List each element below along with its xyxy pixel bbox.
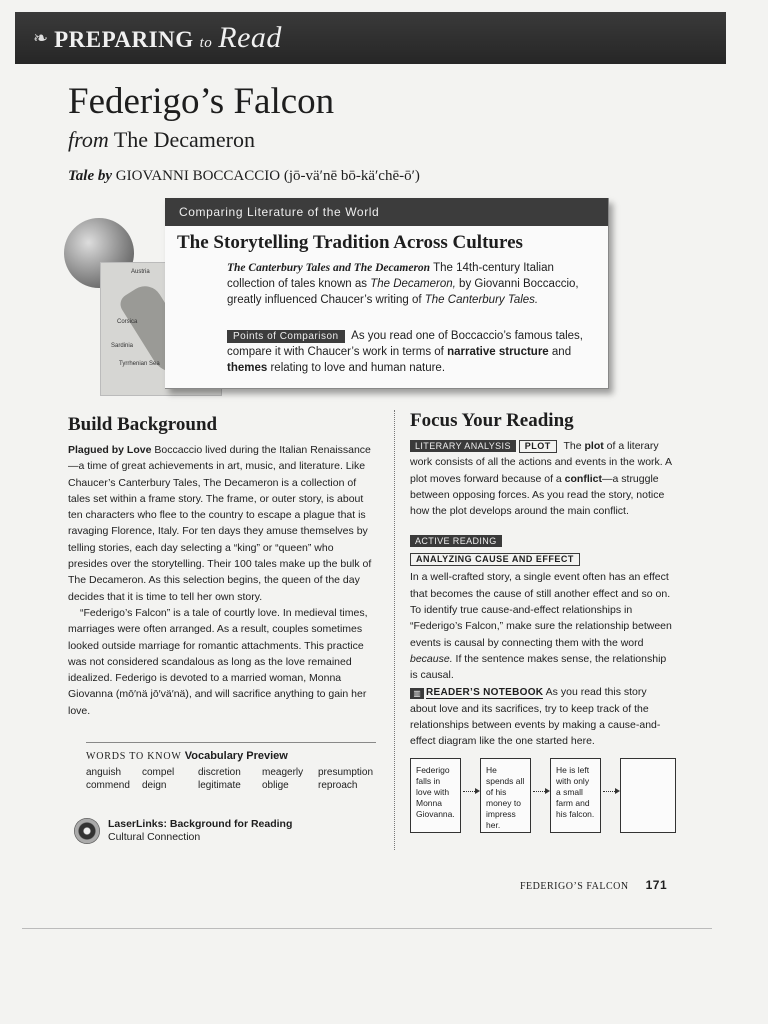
text: and (548, 346, 572, 358)
text: As you read this story about love and its sacrifices, try to keep track of the relationships between events by making a cause-and-effect diagram like the one started here. (410, 685, 661, 748)
preparing-to-read-banner (15, 12, 726, 64)
text: In a well-crafted story, a single event often has an effect that becomes the cause of still another effect and so on. To identify true cause-and-effect relationships in “Federigo’s Falcon,” make sure the relationship between events is causal by connecting them with the word (410, 571, 672, 649)
cause-effect-diagram (410, 758, 680, 840)
vocab-word: discretion (198, 767, 241, 778)
wtk-label: WORDS TO KNOW (86, 751, 182, 762)
comparing-paragraph-1 (227, 260, 599, 308)
banner-part2: to (199, 35, 213, 51)
column-divider (394, 410, 395, 850)
comparing-literature-box (165, 198, 609, 389)
page-number: 171 (645, 878, 668, 892)
comparing-lead: The Canterbury Tales and The Decameron (227, 262, 431, 274)
readers-notebook-paragraph (410, 684, 675, 750)
focus-heading: Focus Your Reading (410, 410, 574, 431)
bottom-rule (22, 928, 712, 929)
vocab-word: commend (86, 780, 130, 791)
notebook-icon: ▥ (410, 688, 424, 699)
emphasis: because. (410, 652, 453, 665)
vocab-word: oblige (262, 780, 289, 791)
build-lead: Plagued by Love (68, 444, 152, 456)
text: If the sentence makes sense, the relationship is causal. (410, 652, 667, 682)
diagram-box: He is left with only a small farm and his falcon. (550, 758, 601, 833)
key-term: narrative structure (447, 346, 549, 358)
arrow-icon (463, 791, 477, 792)
page-footer (520, 878, 667, 892)
map-label: Tyrrhenian Sea (119, 361, 160, 367)
subtitle-from: from (68, 127, 109, 152)
laserlinks-text (108, 818, 292, 844)
comparing-header: Comparing Literature of the World (165, 198, 608, 226)
byline-by: Tale by (68, 168, 113, 184)
text: relating to love and human nature. (267, 362, 446, 374)
text: As you read one of Boccaccio’s famous tales, compare it with Chaucer’s work in terms of (227, 330, 584, 358)
build-background-section (68, 414, 376, 719)
active-reading-label: ACTIVE READING (410, 535, 502, 547)
focus-your-reading-section (410, 410, 675, 750)
work-title: The Decameron, (370, 278, 456, 290)
active-reading-paragraph (410, 569, 675, 683)
build-paragraph-2: “Federigo’s Falcon” is a tale of courtly love. In medieval times, marriages were often arranged. As a result, couples sometimes looked outside marriage for romantic attachments. This practice was not considered scandalous as long as the love remained idealized. Federigo is devoted to a married woman, Monna Giovanna (mō′nä jō′vä′nä), and will sacrifice anything to gain her love. (68, 606, 368, 717)
readers-notebook-label: READER’S NOTEBOOK (426, 686, 544, 698)
plot-tag: PLOT (519, 440, 557, 453)
map-label: Sardinia (111, 343, 134, 349)
ornament-icon: ❧ (33, 27, 49, 48)
diagram-box: Federigo falls in love with Monna Giovanna. (410, 758, 461, 833)
laserlinks (74, 818, 292, 844)
words-to-know-rule (86, 742, 376, 743)
arrow-icon (533, 791, 547, 792)
key-term: plot (584, 440, 604, 452)
diagram-box: He spends all of his money to impress her. (480, 758, 531, 833)
text: —a struggle between opposing forces. As you read the story, notice how the plot develops around the main conflict. (410, 472, 665, 518)
videodisc-icon (74, 818, 100, 844)
cause-effect-tag: ANALYZING CAUSE AND EFFECT (410, 553, 580, 566)
banner-part3: Read (218, 21, 282, 54)
vocab-word: deign (142, 780, 167, 791)
vocab-word: compel (142, 767, 175, 778)
vocabulary-preview-label: Vocabulary Preview (184, 750, 288, 762)
vocab-word: anguish (86, 767, 122, 778)
key-term: conflict (564, 472, 603, 485)
words-to-know (86, 750, 376, 792)
work-title: The Canterbury Tales. (424, 294, 539, 306)
arrow-icon (603, 791, 617, 792)
literary-analysis-paragraph (410, 438, 675, 519)
text: Boccaccio lived during the Italian Renaissance—a time of great achievements in art, music, and literature. Like Chaucer’s Canterbury Tales, The Decameron is a collection of tales set within a frame story. The frame, or outer story, is about ten characters who flee to the country to escape a plague that is ravaging Florence, Italy. For ten days they amuse themselves by telling stories, each day selecting a “king” or “queen” who presides over the storytelling. Their 100 tales make up the bulk of The Decameron. As this selection begins, the queen of the day decides that it is time to tell her own story. (68, 444, 372, 603)
subtitle-work: The Decameron (113, 127, 255, 152)
key-term: themes (227, 362, 268, 374)
comparing-paragraph-2 (227, 328, 599, 376)
text: The 14th-century Italian collection of tales known as (227, 262, 554, 290)
words-to-know-heading (86, 750, 376, 762)
page-title: Federigo’s Falcon (68, 81, 335, 122)
vocab-word: reproach (318, 780, 358, 791)
map-label: Austria (131, 269, 150, 275)
active-reading-header (410, 531, 675, 567)
points-of-comparison-label: Points of Comparison (227, 330, 345, 343)
byline (68, 168, 420, 185)
comparing-heading: The Storytelling Tradition Across Cultures (177, 232, 523, 253)
build-background-heading: Build Background (68, 414, 218, 435)
build-paragraph-1 (68, 442, 376, 605)
text: by Giovanni Boccaccio, greatly influenced Chaucer’s writing of (227, 278, 579, 306)
laserlinks-subtitle: Cultural Connection (108, 831, 201, 843)
text: of a literary work consists of all the actions and events in the work. A plot moves forward because of a (410, 440, 672, 485)
subtitle (68, 127, 255, 153)
vocab-word: meagerly (262, 767, 304, 778)
banner-part1: PREPARING (54, 27, 194, 52)
vocabulary-grid (86, 766, 376, 792)
text: The (560, 440, 585, 452)
literary-analysis-label: LITERARY ANALYSIS (410, 440, 516, 452)
vocab-word: presumption (318, 767, 374, 778)
byline-author: GIOVANNI BOCCACCIO (jō-vä′nē bō-kä′chē-ō′) (115, 168, 420, 184)
vocab-word: legitimate (198, 780, 241, 791)
map-label: Corsica (117, 319, 138, 325)
running-head: FEDERIGO’S FALCON (520, 881, 629, 892)
banner-text (54, 21, 282, 55)
diagram-box-empty (620, 758, 676, 833)
laserlinks-title: LaserLinks: Background for Reading (108, 818, 293, 830)
